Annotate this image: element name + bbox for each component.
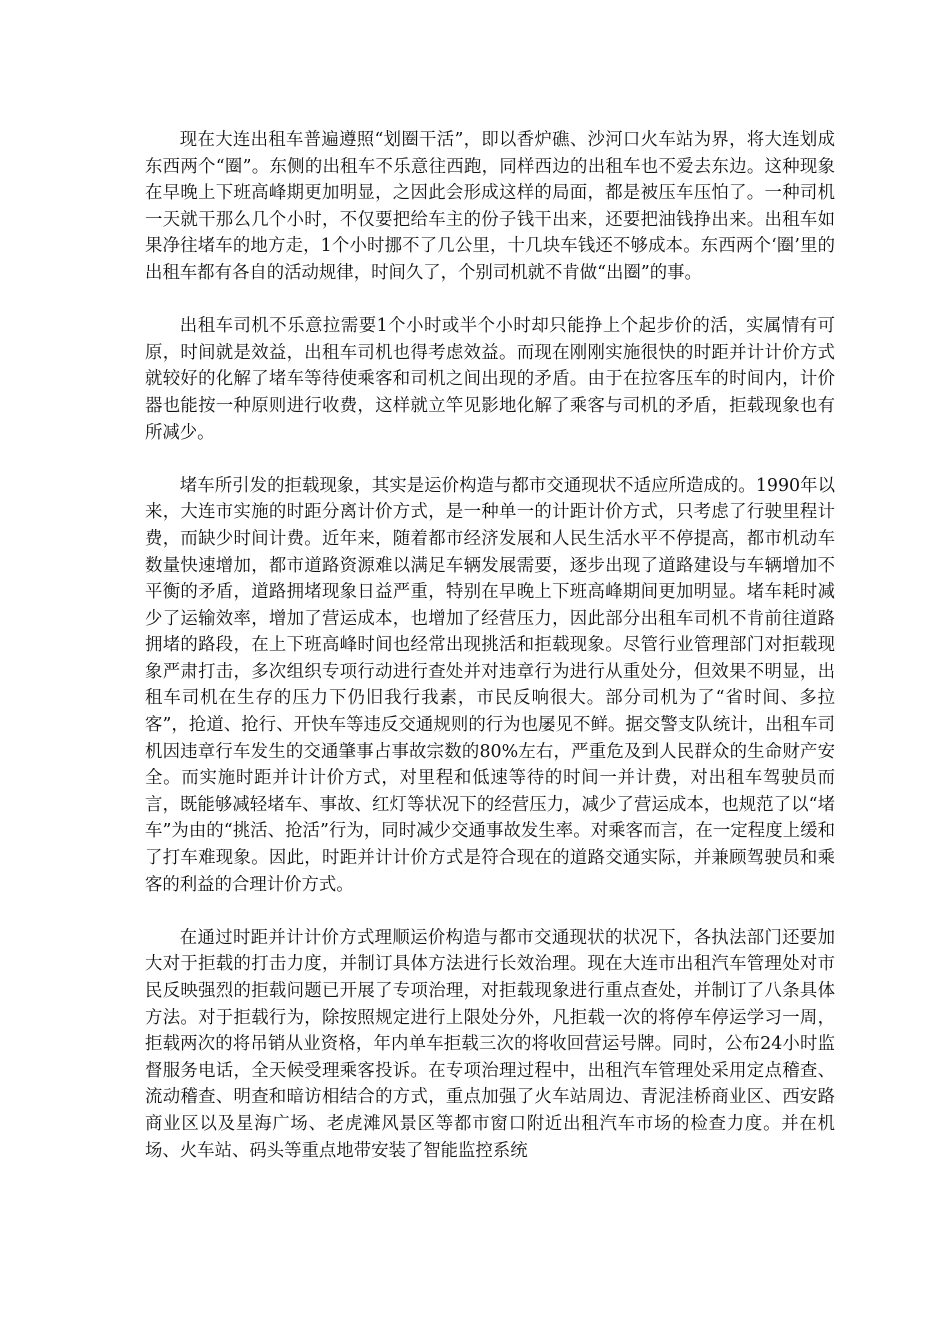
- paragraph-4: 在通过时距并计计价方式理顺运价构造与都市交通现状的状况下，各执法部门还要加大对于拒载的打击力度，并制订具体方法进行长效治理。现在大连市出租汽车管理处对市民反映强烈的拒载问题已开展了专项治理，对拒载现象进行重点查处，并制订了八条具体方法。对于拒载行为，除按照规定进行上限处分外，凡拒载一次的将停车停运学习一周，拒载两次的将吊销从业资格，年内单车拒载三次的将收回营运号牌。同时，公布24小时监督服务电话，全天候受理乘客投诉。在专项治理过程中，出租汽车管理处采用定点稽查、流动稽查、明查和暗访相结合的方式，重点加强了火车站周边、青泥洼桥商业区、西安路商业区以及星海广场、老虎滩风景区等都市窗口附近出租汽车市场的检查力度。并在机场、火车站、码头等重点地带安装了智能监控系统: [145, 927, 835, 1161]
- document-body: [145, 127, 835, 1164]
- paragraph-3: 堵车所引发的拒载现象，其实是运价构造与都市交通现状不适应所造成的。1990年以来，大连市实施的时距分离计价方式，是一种单一的计距计价方式，只考虑了行驶里程计费，而缺少时间计费。近年来，随着都市经济发展和人民生活水平不停提高，都市机动车数量快速增加，都市道路资源难以满足车辆发展需要，逐步出现了道路建设与车辆增加不平衡的矛盾，道路拥堵现象日益严重，特别在早晚上下班高峰期间更加明显。堵车耗时减少了运输效率，增加了营运成本，也增加了经营压力，因此部分出租车司机不肯前往道路拥堵的路段，在上下班高峰时间也经常出现挑活和拒载现象。尽管行业管理部门对拒载现象严肃打击，多次组织专项行动进行查处并对违章行为进行从重处分，但效果不明显，出租车司机在生存的压力下仍旧我行我素，市民反响很大。部分司机为了“省时间、多拉客”，抢道、抢行、开快车等违反交通规则的行为也屡见不鲜。据交警支队统计，出租车司机因违章行车发生的交通肇事占事故宗数的80%左右，严重危及到人民群众的生命财产安全。而实施时距并计计价方式，对里程和低速等待的时间一并计费，对出租车驾驶员而言，既能够减轻堵车、事故、红灯等状况下的经营压力，减少了营运成本，也规范了以“堵车”为由的“挑活、抢活”行为，同时减少交通事故发生率。对乘客而言，在一定程度上缓和了打车难现象。因此，时距并计计价方式是符合现在的道路交通实际，并兼顾驾驶员和乘客的利益的合理计价方式。: [145, 475, 835, 895]
- paragraph-2: 出租车司机不乐意拉需要1个小时或半个小时却只能挣上个起步价的活，实属情有可原，时间就是效益，出租车司机也得考虑效益。而现在刚刚实施很快的时距并计计价方式就较好的化解了堵车等待使乘客和司机之间出现的矛盾。由于在拉客压车的时间内，计价器也能按一种原则进行收费，这样就立竿见影地化解了乘客与司机的矛盾，拒载现象也有所减少。: [145, 316, 835, 443]
- paragraph-1: 现在大连出租车普遍遵照“划圈干活”，即以香炉礁、沙河口火车站为界，将大连划成东西两个“圈”。东侧的出租车不乐意往西跑，同样西边的出租车也不爱去东边。这种现象在早晚上下班高峰期更加明显，之因此会形成这样的局面，都是被压车压怕了。一种司机一天就干那么几个小时，不仅要把给车主的份子钱干出来，还要把油钱挣出来。出租车如果净往堵车的地方走，1个小时挪不了几公里，十几块车钱还不够成本。东西两个‘圈’里的出租车都有各自的活动规律，时间久了，个别司机就不肯做“出圈”的事。: [145, 130, 835, 283]
